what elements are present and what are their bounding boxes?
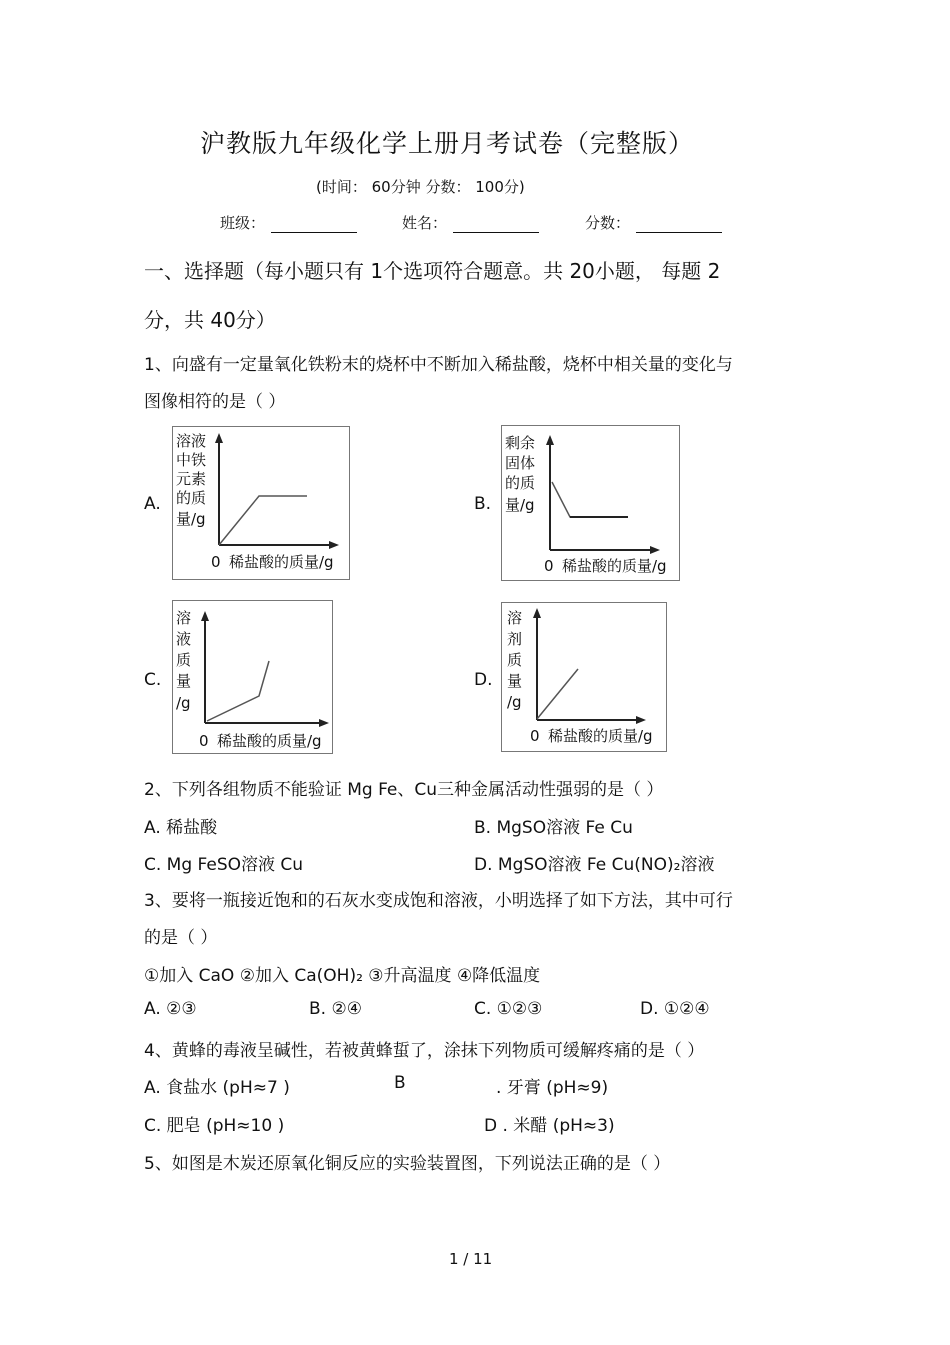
graph-b-ylabel-1: 剩余 [505,434,536,452]
graph-c-ylabel-4: 量 [176,672,192,690]
q3-option-d: D. ①②④ [640,999,710,1019]
q2-stem: 2、下列各组物质不能验证 Mg Fe、Cu三种金属活动性强弱的是（ ） [144,780,664,800]
class-blank [271,216,357,233]
q3-stem-line2: 的是（ ） [144,928,218,948]
q2-option-c: C. Mg FeSO溶液 Cu [144,855,304,875]
graph-a-ylabel-1: 溶液 [176,432,207,450]
score-blank [636,216,722,233]
exam-meta: (时间： 60分钟 分数： 100分) [316,178,525,196]
q3-items: ①加入 CaO ②加入 Ca(OH)₂ ③升高温度 ④降低温度 [144,966,541,986]
q1-option-b-label: B. [474,494,492,514]
page-number: 1 / 11 [449,1250,493,1268]
q4-option-b-text: . 牙膏 (pH≈9) [496,1078,609,1098]
graph-c-ylabel-1: 溶 [176,609,192,627]
graph-a-xlabel: 稀盐酸的质量/g [229,553,334,571]
graph-c-ylabel-3: 质 [176,651,192,669]
q4-option-b-letter: B [394,1073,406,1093]
q1-option-a-label: A. [144,494,161,514]
graph-a-ylabel-4: 的质 [176,489,207,507]
q1-stem-line2: 图像相符的是（ ） [144,392,286,412]
q2-option-b: B. MgSO溶液 Fe Cu [474,818,633,838]
graph-d-ylabel-5: /g [507,693,522,711]
class-label: 班级： [220,214,266,232]
q1-graph-d [501,602,667,752]
graph-d-ylabel-2: 剂 [507,630,523,648]
q1-graph-b [501,425,680,581]
graph-a-ylabel-5: 量/g [176,510,206,528]
q3-option-a: A. ②③ [144,999,197,1019]
graph-c-ylabel-5: /g [176,694,191,712]
graph-c-ylabel-2: 液 [176,630,192,648]
q1-option-d-label: D. [474,670,493,690]
q4-option-c: C. 肥皂 (pH≈10 ) [144,1116,285,1136]
graph-d-ylabel-4: 量 [507,672,523,690]
q1-option-c-label: C. [144,670,162,690]
q4-option-d: D . 米醋 (pH≈3) [484,1116,615,1136]
graph-d-curve [537,669,578,719]
section-heading-line2: 分，共 40分） [144,308,276,332]
graph-c-curve [207,661,269,721]
name-blank [453,216,539,233]
graph-a-ylabel-2: 中铁 [176,451,207,469]
q4-stem: 4、黄蜂的毒液呈碱性，若被黄蜂蜇了，涂抹下列物质可缓解疼痛的是（ ） [144,1041,705,1061]
q4-option-a: A. 食盐水 (pH≈7 ) [144,1078,290,1098]
score-label: 分数： [585,214,631,232]
name-field [402,212,539,233]
q1-stem-line1: 1、向盛有一定量氧化铁粉末的烧杯中不断加入稀盐酸，烧杯中相关量的变化与 [144,355,733,375]
q1-graph-a [172,426,350,580]
q3-option-c: C. ①②③ [474,999,543,1019]
graph-a-origin: 0 [211,553,221,571]
score-field [585,212,722,233]
graph-b-xlabel: 稀盐酸的质量/g [562,557,667,575]
q3-option-b: B. ②④ [309,999,362,1019]
graph-d-origin: 0 [530,727,540,745]
graph-d-ylabel-3: 质 [507,651,523,669]
q1-graph-c [172,600,333,754]
graph-b-ylabel-4: 量/g [505,496,535,514]
q3-stem-line1: 3、要将一瓶接近饱和的石灰水变成饱和溶液，小明选择了如下方法，其中可行 [144,891,733,911]
graph-c-origin: 0 [199,732,209,750]
graph-b-ylabel-3: 的质 [505,474,536,492]
page-title: 沪教版九年级化学上册月考试卷（完整版） [200,129,695,158]
graph-a-curve [219,496,307,545]
graph-b-curve [552,482,628,517]
q2-option-a: A. 稀盐酸 [144,818,218,838]
graph-b-origin: 0 [544,557,554,575]
graph-b-ylabel-2: 固体 [505,454,536,472]
section-heading-line1: 一、选择题（每小题只有 1个选项符合题意。共 20小题， 每题 2 [144,259,721,283]
graph-c-xlabel: 稀盐酸的质量/g [217,732,322,750]
class-field [220,212,357,233]
graph-d-ylabel-1: 溶 [507,609,523,627]
q2-option-d: D. MgSO溶液 Fe Cu(NO)₂溶液 [474,855,715,875]
graph-d-xlabel: 稀盐酸的质量/g [548,727,653,745]
graph-a-ylabel-3: 元素 [176,470,207,488]
q5-stem: 5、如图是木炭还原氧化铜反应的实验装置图，下列说法正确的是（ ） [144,1154,671,1174]
name-label: 姓名： [402,214,448,232]
